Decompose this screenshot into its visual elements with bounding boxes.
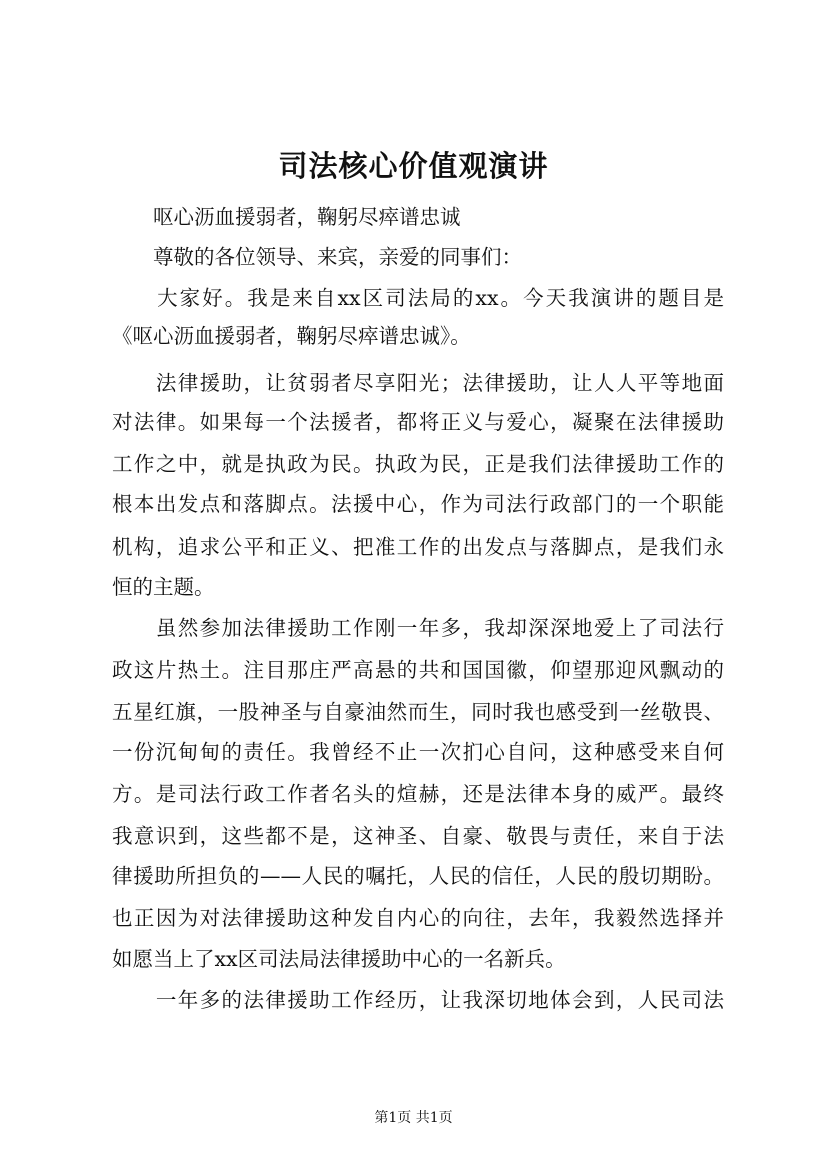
text-line: 政这片热土。注目那庄严高悬的共和国国徽，仰望那迎风飘动的 [112, 658, 724, 682]
text-line: 如愿当上了xx区司法局法律援助中心的一名新兵。 [112, 947, 566, 971]
text-line: 一年多的法律援助工作经历，让我深切地体会到，人民司法 [112, 988, 724, 1012]
document-title: 司法核心价值观演讲 [278, 149, 549, 183]
text-line: 也正因为对法律援助这种发自内心的向往，去年，我毅然选择并 [112, 906, 724, 930]
text-line: 方。是司法行政工作者名头的煊赫，还是法律本身的威严。最终 [112, 782, 724, 806]
text-line: 工作之中，就是执政为民。执政为民，正是我们法律援助工作的 [112, 452, 724, 476]
text-line: 恒的主题。 [112, 575, 215, 599]
text-line: 大家好。我是来自xx区司法局的xx。今天我演讲的题目是 [112, 286, 724, 310]
text-line: 根本出发点和落脚点。法援中心，作为司法行政部门的一个职能 [112, 492, 724, 516]
text-line: 法律援助，让贫弱者尽享阳光；法律援助，让人人平等地面 [112, 371, 724, 395]
text-line: 呕心沥血援弱者，鞠躬尽瘁谱忠诚 [112, 205, 461, 229]
text-line: 尊敬的各位领导、来宾，亲爱的同事们： [112, 245, 522, 269]
text-line: 机构，追求公平和正义、把准工作的出发点与落脚点，是我们永 [112, 535, 724, 559]
text-line: 我意识到，这些都不是，这神圣、自豪、敬畏与责任，来自于法 [112, 824, 724, 848]
text-line: 虽然参加法律援助工作刚一年多，我却深深地爱上了司法行 [112, 616, 724, 640]
text-line: 对法律。如果每一个法援者，都将正义与爱心，凝聚在法律援助 [112, 410, 724, 434]
text-line: 一份沉甸甸的责任。我曾经不止一次扪心自问，这种感受来自何 [112, 740, 724, 764]
page-footer: 第1页 共1页 [374, 1110, 453, 1126]
text-line: 《呕心沥血援弱者，鞠躬尽瘁谱忠诚》。 [112, 324, 471, 348]
text-line: 五星红旗，一股神圣与自豪油然而生，同时我也感受到一丝敬畏、 [112, 700, 724, 724]
text-line: 律援助所担负的——人民的嘱托，人民的信任，人民的殷切期盼。 [112, 864, 724, 888]
